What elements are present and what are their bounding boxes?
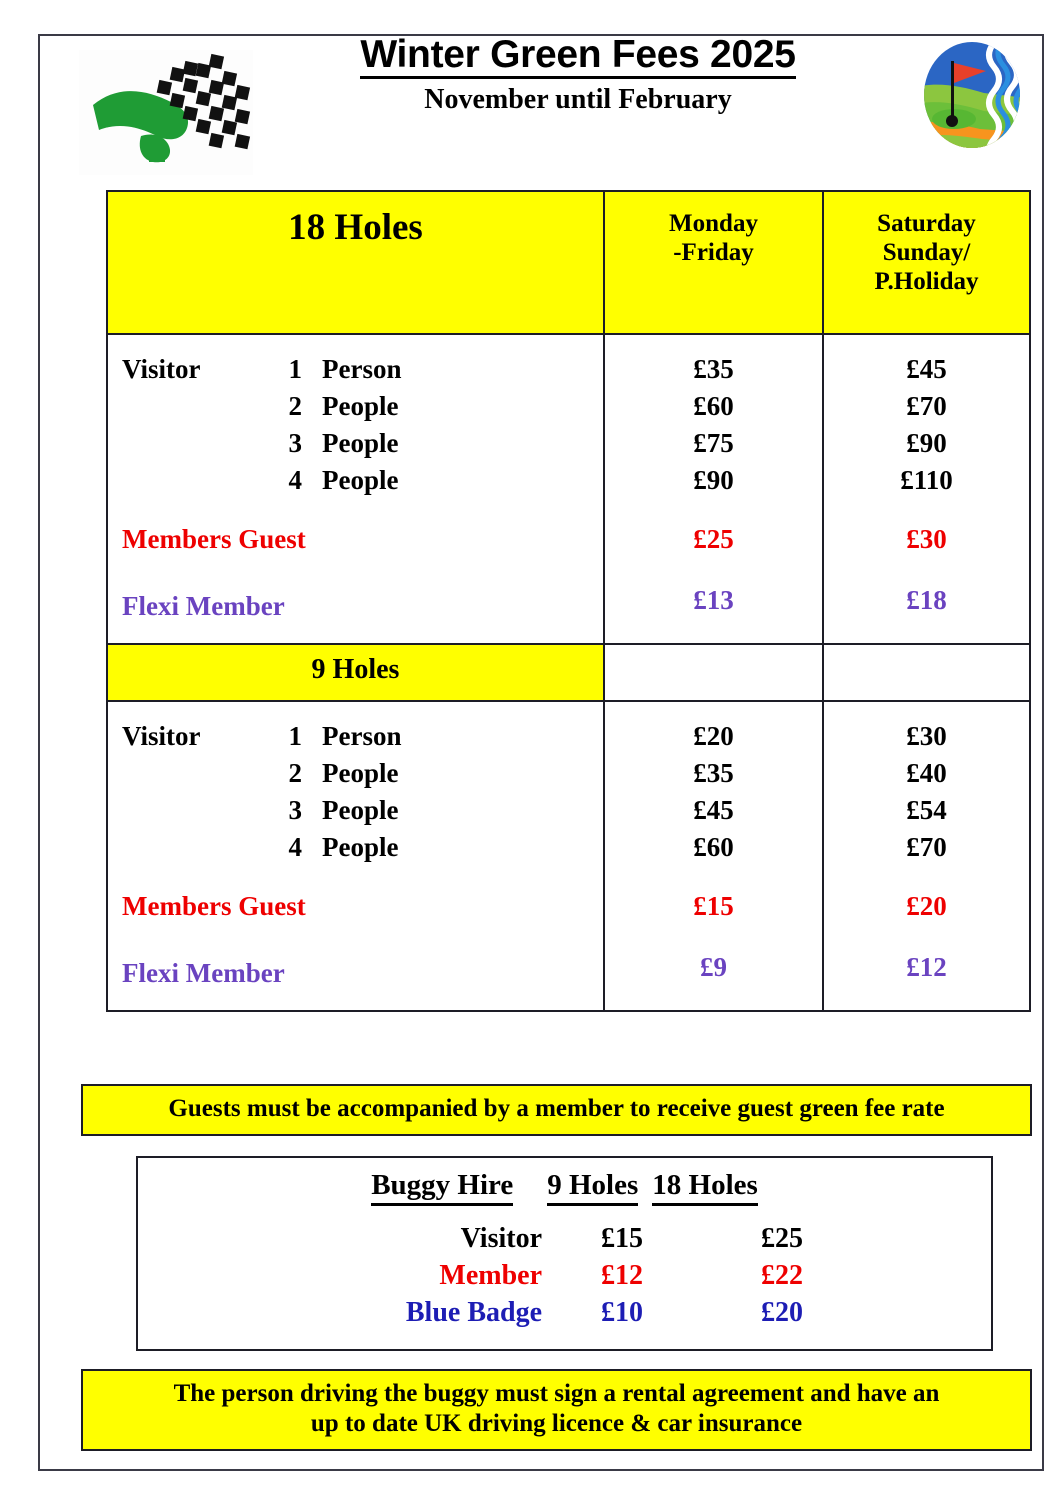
buggy-row-name: Visitor (460, 1223, 542, 1254)
header-weekend-line2: Sunday/ (882, 239, 971, 266)
party-count: 3 (288, 427, 302, 458)
buggy-price-18: £25 (761, 1223, 803, 1254)
party-count: 1 (288, 720, 302, 751)
section-18-weekday-prices (604, 334, 823, 644)
party-count: 3 (288, 794, 302, 825)
flexi-member-price: £13 (693, 584, 734, 615)
buggy-price-18: £22 (761, 1260, 803, 1292)
party-count: 2 (288, 757, 302, 788)
visitor-label: Visitor (122, 720, 201, 751)
checkered-flag-logo (79, 50, 253, 175)
header-weekday-line1: Monday (669, 210, 758, 237)
table-header-row (107, 191, 1030, 334)
party-count: 1 (288, 354, 302, 384)
buggy-row-member (138, 1257, 991, 1294)
header-9-weekday-blank (604, 644, 823, 701)
party-unit: People (322, 757, 399, 788)
buggy-notice-banner (81, 1369, 1032, 1451)
price-cell: £54 (906, 794, 947, 825)
buggy-col-9-holes: 9 Holes (547, 1169, 638, 1206)
members-guest-price: £25 (693, 523, 734, 554)
buggy-col-18-holes: 18 Holes (652, 1169, 758, 1206)
party-unit: People (322, 794, 399, 825)
buggy-price-9: £12 (601, 1260, 643, 1292)
header-weekend-line1: Saturday (877, 210, 976, 237)
buggy-hire-header (138, 1158, 991, 1206)
members-guest-price: £20 (906, 890, 947, 921)
party-unit: People (322, 831, 399, 862)
flexi-member-label: Flexi Member (122, 590, 285, 621)
buggy-row-visitor (138, 1220, 991, 1257)
section-9-weekday-prices (604, 701, 823, 1011)
header-weekday (604, 191, 823, 334)
section-18-weekend-prices (823, 334, 1030, 644)
section-18-body-row (107, 334, 1030, 644)
buggy-hire-box (136, 1156, 993, 1351)
price-cell: £30 (906, 720, 947, 751)
buggy-price-18: £20 (761, 1297, 803, 1329)
buggy-price-9: £10 (601, 1297, 643, 1329)
price-cell: £75 (693, 427, 734, 458)
price-cell: £60 (693, 831, 734, 862)
buggy-notice-line2: up to date UK driving licence & car insurance (310, 1410, 803, 1437)
party-unit: People (322, 390, 399, 421)
party-unit: Person (322, 354, 402, 384)
table-row (116, 829, 603, 866)
buggy-row-blue-badge (138, 1294, 991, 1331)
price-cell: £40 (906, 757, 947, 788)
buggy-row-name: Member (439, 1260, 542, 1292)
header-9-weekend-blank (823, 644, 1030, 701)
table-row (116, 351, 603, 388)
table-row (116, 425, 603, 462)
flexi-member-price: £12 (906, 951, 947, 982)
price-cell: £60 (693, 390, 734, 421)
visitor-label: Visitor (122, 354, 201, 384)
table-row (116, 792, 603, 829)
price-cell: £20 (693, 720, 734, 751)
price-cell: £110 (900, 464, 953, 495)
document-header (38, 28, 1044, 158)
table-row (116, 388, 603, 425)
party-unit: Person (322, 720, 402, 751)
buggy-hire-title: Buggy Hire (371, 1169, 513, 1206)
golf-course-icon (910, 33, 1035, 158)
golf-course-logo (910, 33, 1035, 158)
flexi-member-label: Flexi Member (122, 957, 285, 988)
page-title: Winter Green Fees 2025 (360, 34, 795, 79)
buggy-row-name: Blue Badge (405, 1297, 542, 1329)
members-guest-price: £15 (693, 890, 734, 921)
price-cell: £35 (693, 757, 734, 788)
party-count: 2 (288, 390, 302, 421)
header-weekday-line2: -Friday (673, 239, 754, 266)
party-count: 4 (288, 831, 302, 862)
table-row (116, 755, 603, 792)
price-cell: £70 (906, 390, 947, 421)
flexi-member-price: £18 (906, 584, 947, 615)
party-unit: People (322, 427, 399, 458)
table-row (116, 718, 603, 755)
section-9-header-row (107, 644, 1030, 701)
section-9-body-row (107, 701, 1030, 1011)
section-9-labels (107, 701, 604, 1011)
party-unit: People (322, 464, 399, 495)
header-weekend (823, 191, 1030, 334)
green-fees-table (106, 190, 1031, 1012)
buggy-notice-line1: The person driving the buggy must sign a rental agreement and have an (173, 1380, 940, 1407)
price-cell: £45 (693, 794, 734, 825)
title-block (268, 34, 888, 115)
party-count: 4 (288, 464, 302, 495)
table-row (116, 462, 603, 499)
guest-notice-banner: Guests must be accompanied by a member to receive guest green fee rate (81, 1084, 1032, 1136)
members-guest-price: £30 (906, 523, 947, 554)
members-guest-label: Members Guest (122, 890, 306, 921)
members-guest-label: Members Guest (122, 523, 306, 554)
header-18-holes: 18 Holes (107, 191, 604, 334)
section-9-weekend-prices (823, 701, 1030, 1011)
price-cell: £45 (906, 354, 947, 384)
flexi-member-price: £9 (700, 951, 727, 982)
page-subtitle: November until February (424, 84, 732, 116)
header-weekend-line3: P.Holiday (874, 268, 979, 295)
price-cell: £90 (693, 464, 734, 495)
section-18-labels (107, 334, 604, 644)
price-cell: £35 (693, 354, 734, 384)
checkered-flag-icon (79, 50, 253, 175)
buggy-price-9: £15 (601, 1223, 643, 1254)
header-9-holes: 9 Holes (107, 644, 604, 701)
price-cell: £70 (906, 831, 947, 862)
price-cell: £90 (906, 427, 947, 458)
